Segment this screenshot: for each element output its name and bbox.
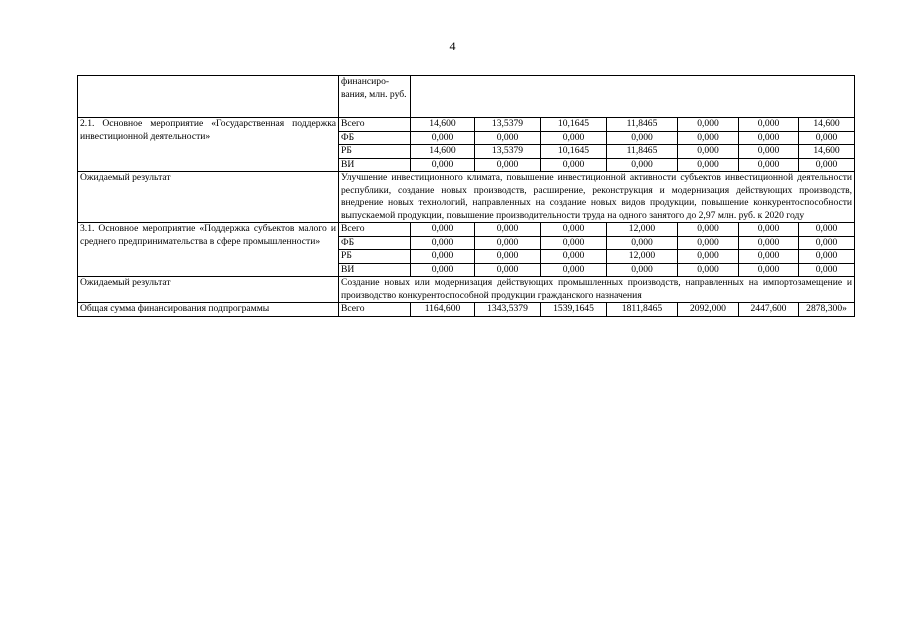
funding-type: РБ (339, 250, 411, 264)
value-cell: 0,000 (799, 158, 855, 172)
value-cell: 0,000 (739, 223, 799, 237)
total-value-cell: 1164,600 (411, 303, 475, 317)
funding-type: РБ (339, 145, 411, 159)
expected-result-text: Улучшение инвестиционного климата, повышение инвестиционной активности субъектов инвестиционной деятельности республики, создание новых производств, расширение, реконструкция и модернизация действующих производств, внедрение новых технологий, направленных на создание новых видов продукции, повышение конкурентоспособности выпускаемой продукции, повышение производительности труда на одного занятого до 2,97 млн. руб. к 2020 году (339, 172, 855, 223)
value-cell: 14,600 (799, 118, 855, 132)
value-cell: 0,000 (475, 158, 541, 172)
value-cell: 0,000 (541, 223, 607, 237)
header-financing-label: финансиро-вания, млн. руб. (339, 76, 411, 118)
continuation-header-row (78, 76, 855, 118)
value-cell: 0,000 (739, 158, 799, 172)
header-empty-cell (78, 76, 339, 118)
value-cell: 11,8465 (607, 118, 678, 132)
total-value-cell: 1811,8465 (607, 303, 678, 317)
funding-type: Всего (339, 223, 411, 237)
value-cell: 0,000 (739, 118, 799, 132)
section-name: 3.1. Основное мероприятие «Поддержка субъектов малого и среднего предпринимательства в сфере промышленности» (78, 223, 339, 277)
value-cell: 12,000 (607, 223, 678, 237)
value-cell: 0,000 (607, 158, 678, 172)
value-cell: 0,000 (411, 158, 475, 172)
expected-result-row (78, 277, 855, 303)
value-cell: 0,000 (739, 263, 799, 277)
value-cell: 13,5379 (475, 118, 541, 132)
value-cell: 0,000 (475, 131, 541, 145)
total-value-cell: 2878,300» (799, 303, 855, 317)
value-cell: 0,000 (607, 131, 678, 145)
total-value-cell: 1343,5379 (475, 303, 541, 317)
value-cell: 0,000 (475, 223, 541, 237)
page-number: 4 (449, 39, 456, 53)
table-row (78, 118, 855, 132)
value-cell: 0,000 (739, 131, 799, 145)
value-cell: 0,000 (411, 263, 475, 277)
value-cell: 0,000 (411, 131, 475, 145)
value-cell: 14,600 (411, 145, 475, 159)
value-cell: 0,000 (678, 263, 739, 277)
total-value-cell: 2092,000 (678, 303, 739, 317)
value-cell: 14,600 (799, 145, 855, 159)
value-cell: 0,000 (739, 250, 799, 264)
value-cell: 0,000 (541, 250, 607, 264)
value-cell: 12,000 (607, 250, 678, 264)
value-cell: 0,000 (739, 145, 799, 159)
value-cell: 0,000 (411, 223, 475, 237)
value-cell: 11,8465 (607, 145, 678, 159)
value-cell: 0,000 (475, 250, 541, 264)
value-cell: 0,000 (799, 250, 855, 264)
value-cell: 0,000 (475, 236, 541, 250)
financing-table (77, 75, 855, 317)
header-values-cell (411, 76, 855, 118)
funding-type: ФБ (339, 236, 411, 250)
expected-result-text: Создание новых или модернизация действующих промышленных производств, направленных на импортозамещение и производство конкурентоспособной продукции гражданского назначения (339, 277, 855, 303)
value-cell: 10,1645 (541, 118, 607, 132)
value-cell: 0,000 (607, 236, 678, 250)
value-cell: 0,000 (678, 118, 739, 132)
total-value-cell: 1539,1645 (541, 303, 607, 317)
value-cell: 14,600 (411, 118, 475, 132)
value-cell: 10,1645 (541, 145, 607, 159)
funding-type: ФБ (339, 131, 411, 145)
expected-result-row (78, 172, 855, 223)
value-cell: 0,000 (541, 236, 607, 250)
funding-type: ВИ (339, 158, 411, 172)
total-label: Общая сумма финансирования подпрограммы (78, 303, 339, 317)
value-cell: 0,000 (799, 263, 855, 277)
value-cell: 0,000 (541, 263, 607, 277)
value-cell: 0,000 (799, 223, 855, 237)
value-cell: 0,000 (411, 236, 475, 250)
funding-type: Всего (339, 118, 411, 132)
value-cell: 0,000 (799, 236, 855, 250)
value-cell: 0,000 (541, 131, 607, 145)
value-cell: 13,5379 (475, 145, 541, 159)
value-cell: 0,000 (678, 223, 739, 237)
value-cell: 0,000 (607, 263, 678, 277)
value-cell: 0,000 (678, 145, 739, 159)
value-cell: 0,000 (739, 236, 799, 250)
value-cell: 0,000 (678, 158, 739, 172)
total-row (78, 303, 855, 317)
expected-result-label: Ожидаемый результат (78, 277, 339, 303)
value-cell: 0,000 (678, 250, 739, 264)
table-row (78, 223, 855, 237)
expected-result-label: Ожидаемый результат (78, 172, 339, 223)
section-name: 2.1. Основное мероприятие «Государственная поддержка инвестиционной деятельности» (78, 118, 339, 172)
funding-type: ВИ (339, 263, 411, 277)
value-cell: 0,000 (541, 158, 607, 172)
value-cell: 0,000 (475, 263, 541, 277)
total-value-cell: 2447,600 (739, 303, 799, 317)
value-cell: 0,000 (678, 131, 739, 145)
value-cell: 0,000 (678, 236, 739, 250)
value-cell: 0,000 (799, 131, 855, 145)
funding-type: Всего (339, 303, 411, 317)
value-cell: 0,000 (411, 250, 475, 264)
